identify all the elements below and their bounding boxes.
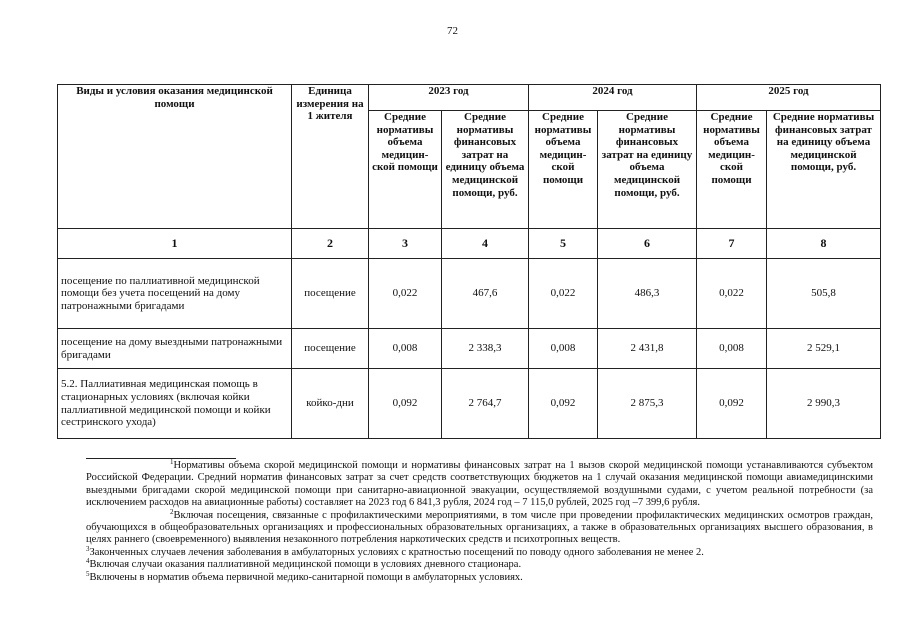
footnote-4 xyxy=(86,559,873,571)
footnote-mark: 2 xyxy=(170,507,174,516)
table-row xyxy=(58,259,881,329)
column-number: 2 xyxy=(292,229,369,259)
column-number: 5 xyxy=(529,229,598,259)
volume-2025: 0,022 xyxy=(697,259,767,329)
unit-cell: койко-дни xyxy=(292,369,369,439)
footnote-1 xyxy=(86,460,873,510)
table-row xyxy=(58,329,881,369)
service-name: посещение по паллиативной медицинской помощи без учета посещений на дому патронажными бригадами xyxy=(58,259,292,329)
norms-table xyxy=(57,84,881,439)
header-unit: Единица измерения на 1 жителя xyxy=(292,85,369,229)
footnote-separator xyxy=(86,458,236,459)
header-cost-2024: Средние нормативы финансовых затрат на единицу объема медицинской помощи, руб. xyxy=(598,111,697,229)
volume-2024: 0,008 xyxy=(529,329,598,369)
table-row xyxy=(58,369,881,439)
volume-2024: 0,092 xyxy=(529,369,598,439)
volume-2025: 0,092 xyxy=(697,369,767,439)
unit-cell: посещение xyxy=(292,259,369,329)
header-year-2023: 2023 год xyxy=(369,85,529,111)
column-number: 7 xyxy=(697,229,767,259)
column-number: 3 xyxy=(369,229,442,259)
cost-2023: 2 338,3 xyxy=(442,329,529,369)
header-year-2025: 2025 год xyxy=(697,85,881,111)
column-number: 8 xyxy=(767,229,881,259)
column-number: 1 xyxy=(58,229,292,259)
cost-2024: 2 431,8 xyxy=(598,329,697,369)
footnote-mark: 1 xyxy=(170,458,174,466)
cost-2024: 486,3 xyxy=(598,259,697,329)
footnote-2 xyxy=(86,507,873,547)
header-year-2024: 2024 год xyxy=(529,85,697,111)
footnote-3 xyxy=(86,544,873,559)
cost-2025: 2 529,1 xyxy=(767,329,881,369)
column-number: 4 xyxy=(442,229,529,259)
volume-2025: 0,008 xyxy=(697,329,767,369)
footnote-mark: 4 xyxy=(86,557,90,566)
header-cost-2025: Средние нормативы финансовых затрат на единицу объема медицинской помощи, руб. xyxy=(767,111,881,229)
header-service: Виды и условия оказания медицинской помощи xyxy=(58,85,292,229)
footnote-mark: 5 xyxy=(86,569,90,578)
unit-cell: посещение xyxy=(292,329,369,369)
cost-2024: 2 875,3 xyxy=(598,369,697,439)
volume-2023: 0,092 xyxy=(369,369,442,439)
volume-2024: 0,022 xyxy=(529,259,598,329)
service-name: посещение на дому выездными патронажными бригадами xyxy=(58,329,292,369)
header-volume-2023: Средние нормативы объема медицин-ской помощи xyxy=(369,111,442,229)
cost-2025: 505,8 xyxy=(767,259,881,329)
cost-2023: 2 764,7 xyxy=(442,369,529,439)
cost-2025: 2 990,3 xyxy=(767,369,881,439)
header-volume-2024: Средние нормативы объема медицин-ской помощи xyxy=(529,111,598,229)
header-cost-2023: Средние нормативы финансовых затрат на единицу объема медицинской помощи, руб. xyxy=(442,111,529,229)
footnote-5 xyxy=(86,569,873,584)
footnote-text: Включая посещения, связанные с профилактическими мероприятиями, в том числе при проведении профилактических медицинских осмотров граждан, обучающихся в общеобразовательных организациях и профессиональных образовательных организациях, а также в образовательных организациях высшего образования, в целях раннего (своевременного) выявления незаконного потребления наркотических средств и психотропных веществ. xyxy=(86,509,873,546)
page-number: 72 xyxy=(447,25,458,37)
footnotes xyxy=(86,460,873,584)
volume-2023: 0,022 xyxy=(369,259,442,329)
service-name: 5.2. Паллиативная медицинская помощь в стационарных условиях (включая койки паллиативной медицинской помощи и койки сестринского ухода) xyxy=(58,369,292,439)
footnote-text: Включены в норматив объема первичной медико-санитарной помощи в амбулаторных условиях. xyxy=(89,571,523,583)
footnote-text: Нормативы объема скорой медицинской помощи и нормативы финансовых затрат на 1 вызов скорой медицинской помощи устанавливаются субъектом Российской Федерации. Средний норматив финансовых затрат за счет средств соответствующих бюджетов на 1 случай оказания медицинской помощи авиамедицинскими выездными бригадами скорой медицинской помощи при санитарно-авиационной эвакуации, осуществляемой воздушными судами, с учетом реальной потребности (за исключением расходов на авиационные работы) составляет на 2023 год 6 841,3 рубля, 2024 год – 7 115,0 рублей, 2025 год –7 399,6 рубля. xyxy=(86,460,873,509)
cost-2023: 467,6 xyxy=(442,259,529,329)
footnote-text: Законченных случаев лечения заболевания в амбулаторных условиях с кратностью посещений по поводу одного заболевания не менее 2. xyxy=(89,546,704,558)
column-number: 6 xyxy=(598,229,697,259)
footnote-text: Включая случаи оказания паллиативной медицинской помощи в условиях дневного стационара. xyxy=(89,559,522,571)
volume-2023: 0,008 xyxy=(369,329,442,369)
footnote-mark: 3 xyxy=(86,544,90,553)
header-volume-2025: Средние нормативы объема медицин-ской помощи xyxy=(697,111,767,229)
